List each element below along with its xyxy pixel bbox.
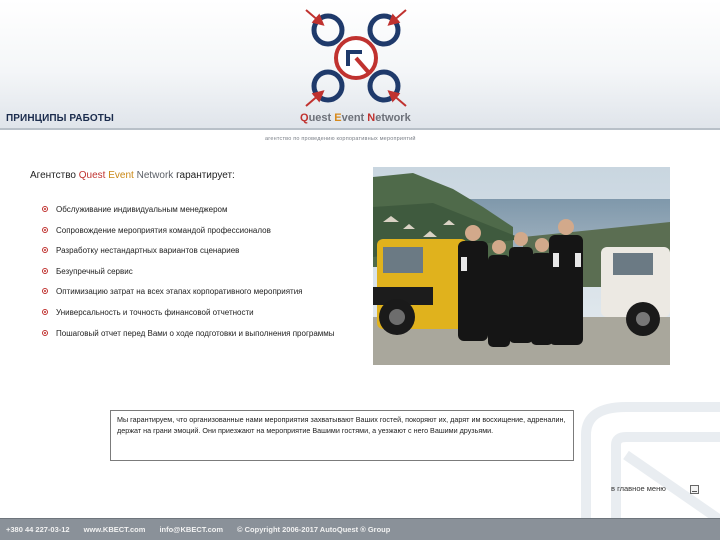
bullet-icon — [42, 288, 48, 294]
bullet-icon — [42, 247, 48, 253]
list-item: Пошаговый отчет перед Вами о ходе подготовки и выполнения программы — [42, 324, 347, 343]
guarantee-notice: Мы гарантируем, что организованные нами мероприятия захватывают Ваших гостей, покоряют их, дарят им восхищение, адреналин, держат на грани эмоций. Они приезжают на мероприятие Вашими гостями, а уезжают с него Вашими друзьями. — [110, 410, 574, 461]
list-item: Разработку нестандартных вариантов сценариев — [42, 246, 347, 256]
bullet-icon — [42, 268, 48, 274]
arrow-watermark-icon — [566, 395, 720, 520]
bullet-icon — [42, 309, 48, 315]
list-item: Сопровождение мероприятия командой профессионалов — [42, 226, 347, 236]
guarantee-list — [42, 205, 347, 354]
tagline: агентство по проведению корпоративных мероприятий — [265, 136, 416, 142]
intro-text: Агентство Quest Event Network гарантирует: — [30, 170, 235, 181]
network-logo-icon — [300, 8, 412, 108]
header-divider — [0, 128, 720, 130]
bullet-icon — [42, 227, 48, 233]
list-item: Безупречный сервис — [42, 267, 347, 277]
list-item: Обслуживание индивидуальным менеджером — [42, 205, 347, 215]
page-title: ПРИНЦИПЫ РАБОТЫ — [6, 113, 114, 124]
menu-square-icon[interactable] — [690, 485, 699, 494]
footer-site[interactable]: www.KBECT.com — [83, 525, 146, 534]
bullet-icon — [42, 206, 48, 212]
team-photo-image — [373, 167, 670, 365]
list-item: Универсальность и точность финансовой отчетности — [42, 308, 347, 318]
footer — [0, 518, 720, 540]
brand-name: Quest Event Network — [300, 112, 411, 124]
bullet-icon — [42, 330, 48, 336]
footer-copyright: © Copyright 2006-2017 AutoQuest ® Group — [237, 525, 391, 534]
footer-phone: +380 44 227-03-12 — [6, 525, 70, 534]
list-item: Оптимизацию затрат на всех этапах корпоративного мероприятия — [42, 287, 347, 297]
footer-email[interactable]: info@KBECT.com — [159, 525, 224, 534]
main-menu-link[interactable]: в главное меню — [611, 484, 666, 493]
